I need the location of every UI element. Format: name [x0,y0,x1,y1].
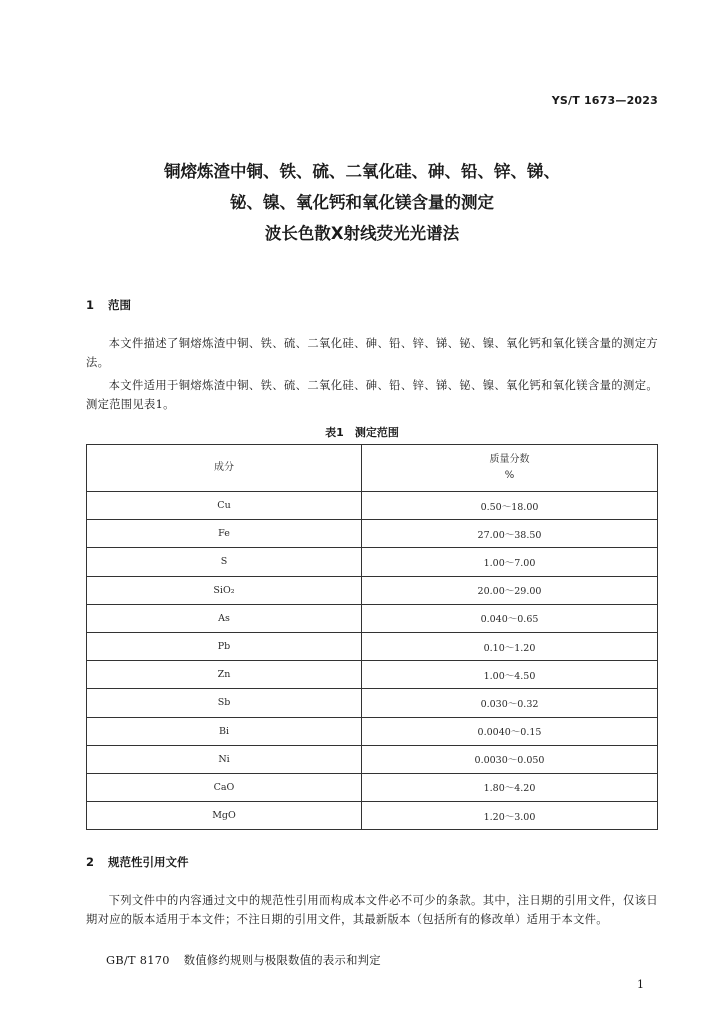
title-line-2: 铋、镍、氧化钙和氧化镁含量的测定 [230,193,494,212]
column-header-component: 成分 [87,445,362,492]
table-row [87,661,658,689]
range-cell: 20.00～29.00 [362,576,658,604]
range-cell: 0.0030～0.050 [362,745,658,773]
document-title [0,156,724,249]
table-row [87,773,658,801]
title-line-3: 波长色散X射线荧光光谱法 [264,224,460,243]
component-cell: SiO₂ [87,576,362,604]
mass-fraction-label: 质量分数 [489,454,530,465]
reference-title: 数值修约规则与极限数值的表示和判定 [183,954,381,967]
table-row [87,492,658,520]
section-1-number: 1 [86,298,95,312]
range-cell: 27.00～38.50 [362,520,658,548]
table-row [87,604,658,632]
table-row [87,802,658,830]
table-row [87,548,658,576]
normative-reference-item [106,952,381,968]
component-cell: Zn [87,661,362,689]
section-1-paragraph-1: 本文件描述了铜熔炼渣中铜、铁、硫、二氧化硅、砷、铅、锌、锑、铋、镍、氧化钙和氧化镁含量的测定方法。 [86,337,658,369]
section-2-paragraph-1: 下列文件中的内容通过文中的规范性引用而构成本文件必不可少的条款。其中，注日期的引用文件，仅该日期对应的版本适用于本文件；不注日期的引用文件，其最新版本（包括所有的修改单）适用于本文件。 [86,894,658,926]
table-row [87,689,658,717]
component-cell: Bi [87,717,362,745]
table-row [87,520,658,548]
range-cell: 0.50～18.00 [362,492,658,520]
table-row [87,717,658,745]
component-cell: Cu [87,492,362,520]
range-cell: 1.00～7.00 [362,548,658,576]
range-cell: 1.20～3.00 [362,802,658,830]
component-cell: As [87,604,362,632]
reference-code: GB/T 8170 [106,954,170,967]
table-row [87,745,658,773]
section-1-title: 范围 [108,298,131,312]
table-1-caption: 表1 测定范围 [325,426,399,439]
component-cell: MgO [87,802,362,830]
range-cell: 1.80～4.20 [362,773,658,801]
component-cell: S [87,548,362,576]
component-cell: Sb [87,689,362,717]
component-cell: CaO [87,773,362,801]
column-header-mass-fraction [362,445,658,492]
range-cell: 0.030～0.32 [362,689,658,717]
section-2-title: 规范性引用文件 [108,855,189,869]
section-2-number: 2 [86,855,95,869]
title-line-1: 铜熔炼渣中铜、铁、硫、二氧化硅、砷、铅、锌、锑、 [164,162,560,181]
section-1-paragraph-2: 本文件适用于铜熔炼渣中铜、铁、硫、二氧化硅、砷、铅、锌、锑、铋、镍、氧化钙和氧化镁含量的测定。测定范围见表1。 [86,379,658,411]
range-cell: 1.00～4.50 [362,661,658,689]
range-cell: 0.0040～0.15 [362,717,658,745]
range-cell: 0.10～1.20 [362,632,658,660]
table-row [87,632,658,660]
table-header-row [87,445,658,492]
standard-code: YS/T 1673—2023 [551,94,658,107]
range-cell: 0.040～0.65 [362,604,658,632]
page-number: 1 [637,978,644,991]
table-row [87,576,658,604]
section-2-heading [86,854,189,870]
component-cell: Pb [87,632,362,660]
component-cell: Fe [87,520,362,548]
section-1-heading [86,297,131,313]
measurement-range-table [86,444,658,830]
component-cell: Ni [87,745,362,773]
mass-fraction-unit: % [504,470,515,481]
